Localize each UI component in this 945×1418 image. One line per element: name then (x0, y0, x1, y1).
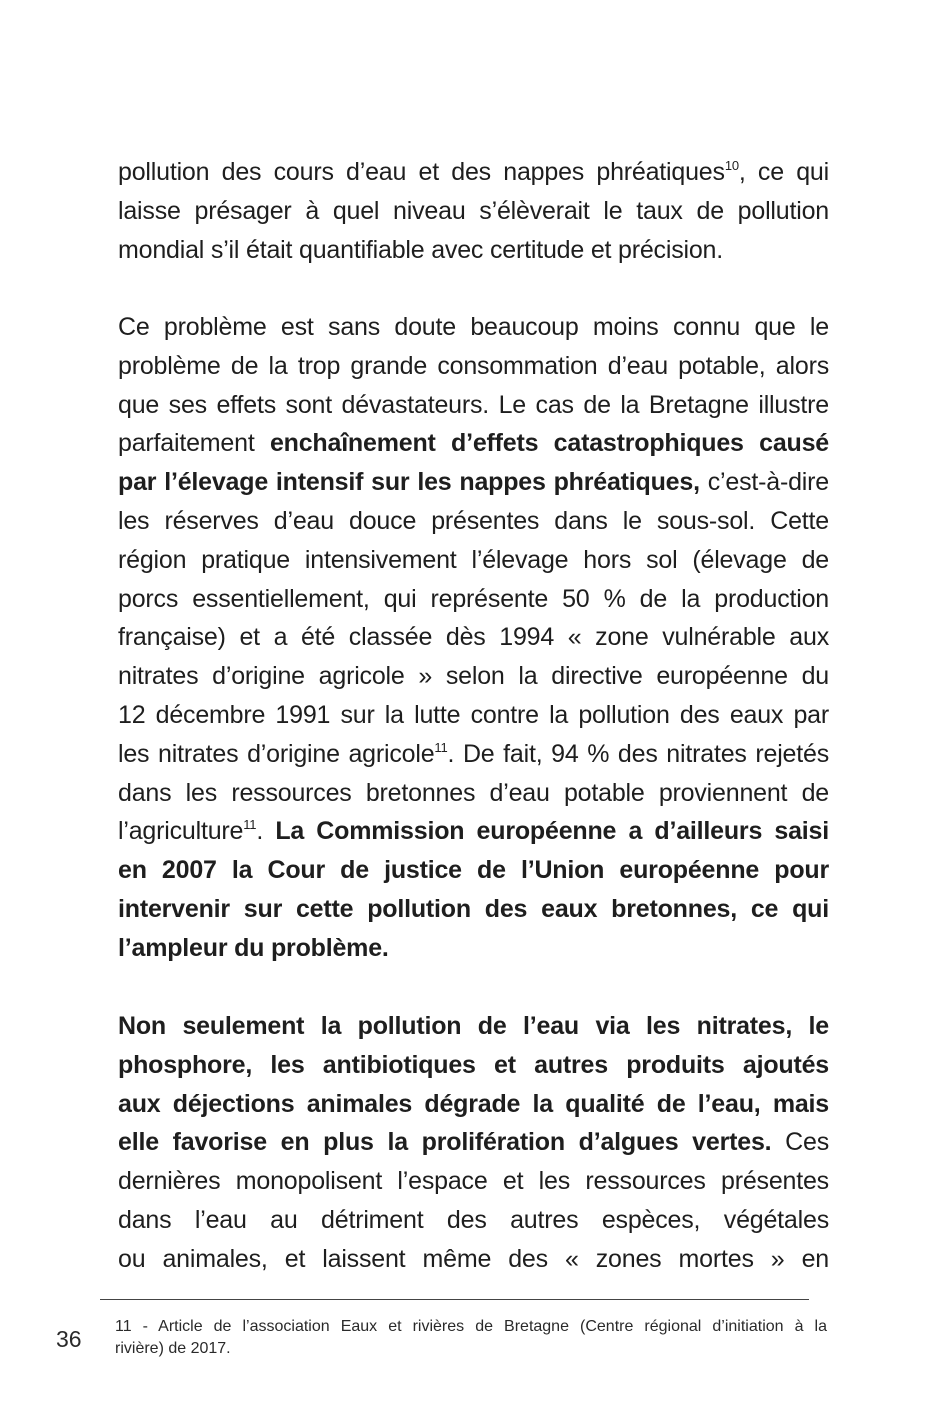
text-run: mondial s’il était quantifiable avec certitude et précision. (118, 235, 724, 264)
text-run: Ces (771, 1128, 829, 1157)
text-line (118, 929, 829, 968)
text-run: laisse présager à quel niveau s’élèverait le taux de pollution (118, 196, 829, 225)
text-run: . (256, 817, 276, 846)
text-line (118, 502, 829, 541)
text-run: elle favorise en plus la prolifération d’algues vertes. (118, 1128, 772, 1157)
text-line (118, 424, 829, 463)
paragraph-1 (118, 153, 829, 269)
text-run: région pratique intensivement l’élevage hors sol (élevage de (118, 545, 829, 574)
footnote-reference: 11 (434, 739, 448, 755)
text-run: dans les ressources bretonnes d’eau potable proviennent de (118, 778, 829, 807)
text-run: dans l’eau au détriment des autres espèces, végétales (118, 1205, 829, 1234)
text-line (118, 696, 829, 735)
text-line (118, 1201, 829, 1240)
text-line (118, 812, 829, 851)
text-line (118, 1007, 829, 1046)
text-run: dernières monopolisent l’espace et les ressources présentes (118, 1167, 829, 1196)
paragraph-3 (118, 1007, 829, 1279)
text-run: que ses effets sont dévastateurs. Le cas de la Bretagne illustre (118, 390, 829, 419)
footnote (115, 1316, 827, 1360)
text-run: ou animales, et laissent même des « zones mortes » en (118, 1244, 829, 1273)
text-run: par l’élevage intensif sur les nappes phréatiques, (118, 468, 700, 497)
text-run: enchaînement d’effets catastrophiques causé (269, 429, 830, 458)
text-line (118, 1162, 829, 1201)
text-line (118, 735, 829, 774)
text-run: l’ampleur du problème. (118, 933, 389, 962)
text-run: parfaitement (118, 429, 270, 458)
text-line (118, 1123, 829, 1162)
text-line (118, 192, 829, 231)
footnote-divider (100, 1299, 809, 1300)
text-run: Ce problème est sans doute beaucoup moins connu que le (118, 313, 829, 341)
text-run: l’agriculture (118, 817, 244, 846)
text-line (118, 541, 829, 580)
text-run: aux déjections animales dégrade la qualité de l’eau, mais (118, 1089, 829, 1118)
text-run: phosphore, les antibiotiques et autres produits ajoutés (118, 1050, 829, 1079)
text-run: La Commission européenne a d’ailleurs saisi (275, 817, 829, 846)
text-run: en 2007 la Cour de justice de l’Union européenne pour (118, 856, 829, 885)
text-line (118, 618, 829, 657)
text-line (118, 308, 829, 347)
footnote-line: 11 - Article de l’association Eaux et rivières de Bretagne (Centre régional d’initiation à la (115, 1318, 827, 1335)
text-run: c’est-à-dire (699, 468, 829, 497)
text-run: , ce qui (738, 158, 829, 186)
text-run: française) et a été classée dès 1994 « zone vulnérable aux (118, 623, 829, 652)
text-line (118, 580, 829, 619)
text-run: les réserves d’eau douce présentes dans le sous-sol. Cette (118, 506, 829, 535)
text-run: intervenir sur cette pollution des eaux bretonnes, ce qui (118, 894, 829, 923)
text-line (118, 774, 829, 813)
text-run: nitrates d’origine agricole » selon la directive européenne du (118, 662, 829, 691)
text-run: problème de la trop grande consommation d’eau potable, alors (118, 351, 829, 380)
text-line (118, 463, 829, 502)
text-line (118, 657, 829, 696)
text-line (118, 1046, 829, 1085)
text-line (118, 347, 829, 386)
text-line (118, 851, 829, 890)
text-line (118, 386, 829, 425)
text-run: les nitrates d’origine agricole (118, 739, 435, 768)
text-line (118, 890, 829, 929)
text-line (118, 1240, 829, 1279)
text-run: pollution des cours d’eau et des nappes phréatiques (118, 158, 725, 186)
footnote-reference: 11 (243, 817, 257, 833)
footnote-reference: 10 (724, 158, 739, 173)
text-line (118, 231, 829, 270)
text-run: . De fait, 94 % des nitrates rejetés (447, 739, 830, 768)
text-run: Non seulement la pollution de l’eau via les nitrates, le (118, 1012, 829, 1040)
paragraph-2 (118, 308, 829, 968)
text-line (118, 153, 829, 192)
footnote-line: rivière) de 2017. (115, 1340, 231, 1357)
text-run: porcs essentiellement, qui représente 50 % de la production (118, 584, 829, 613)
text-line (118, 1085, 829, 1124)
text-run: 12 décembre 1991 sur la lutte contre la pollution des eaux par (118, 700, 829, 729)
page-number: 36 (56, 1326, 82, 1352)
